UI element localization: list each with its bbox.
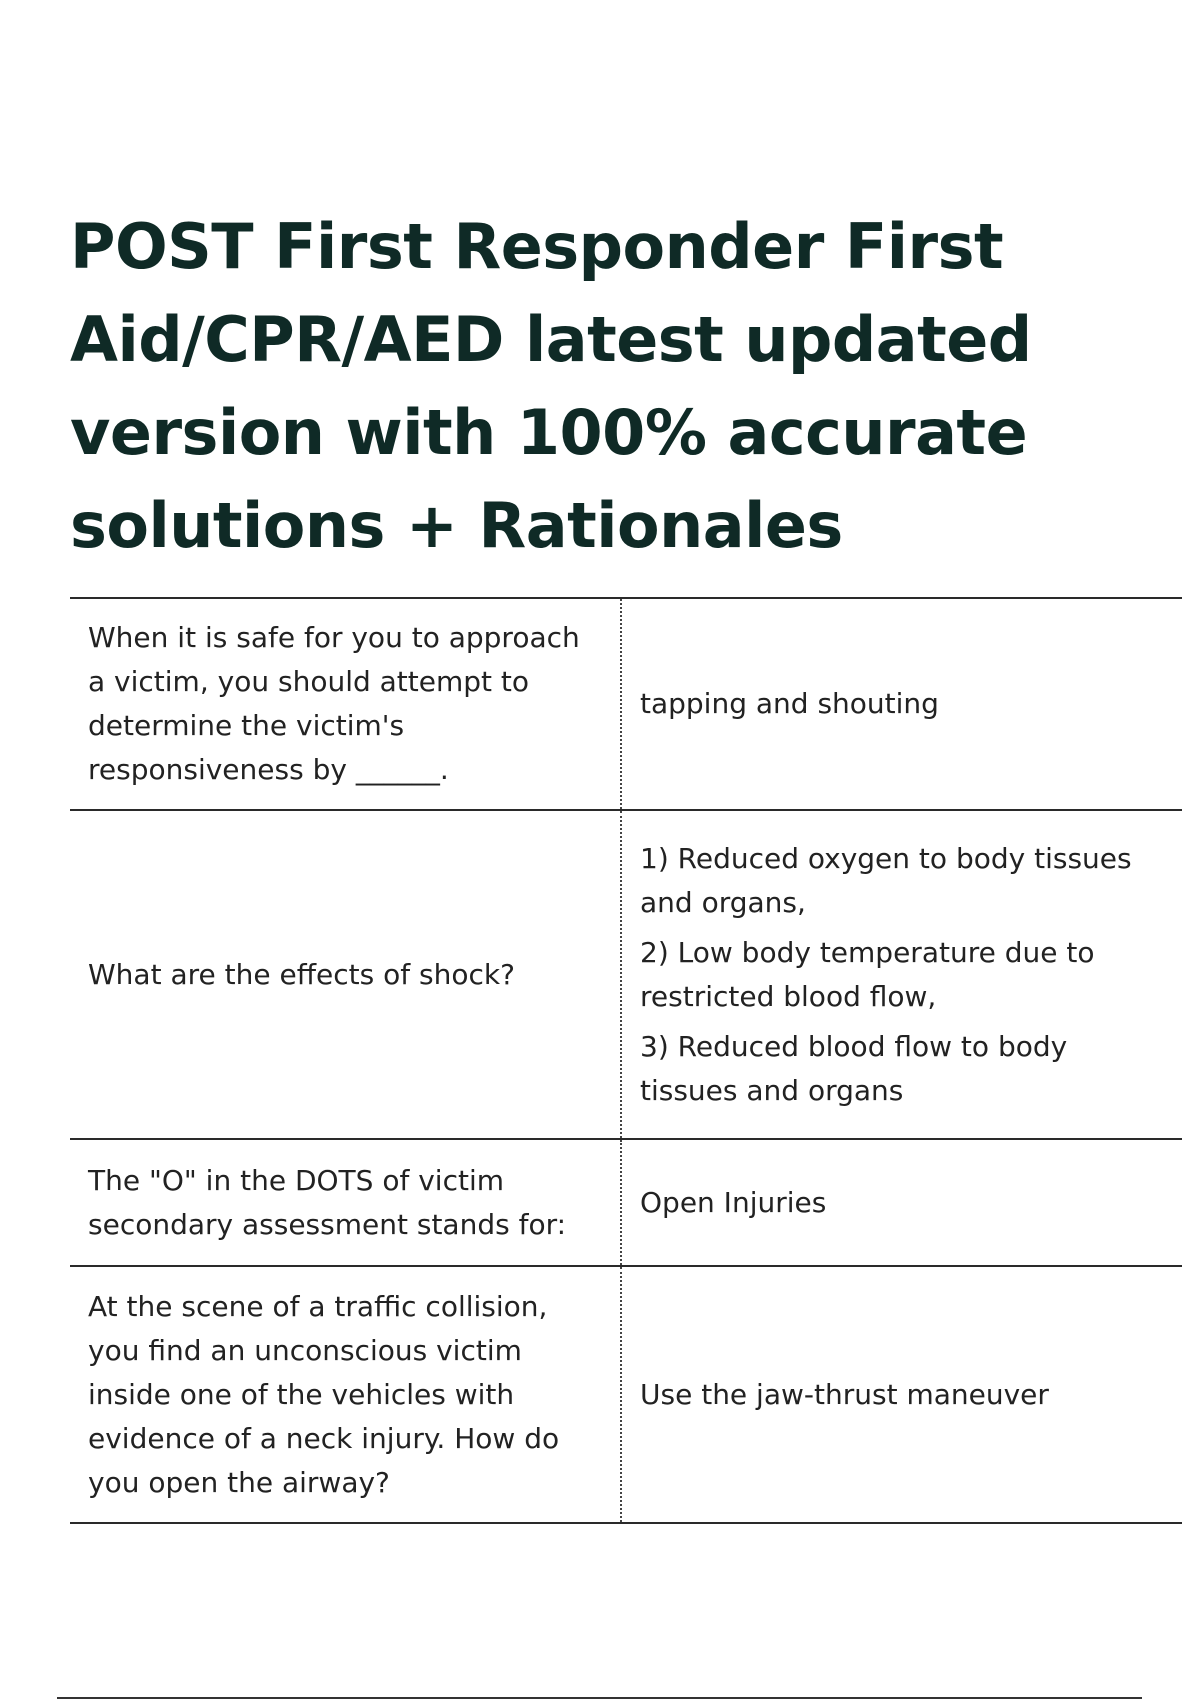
question-cell: At the scene of a traffic collision, you find an unconscious victim inside one of the vehicles with evidence of a neck injury. How do you open the airway?: [70, 1266, 621, 1523]
answer-cell: [621, 810, 1182, 1139]
document-title: POST First Responder First Aid/CPR/AED latest updated version with 100% accurate solutions + Rationales: [70, 210, 1032, 562]
answer-list-item: 2) Low body temperature due to restricted blood flow,: [640, 935, 1095, 1013]
table-row: [70, 598, 1182, 810]
table-row: [70, 1139, 1182, 1266]
table-row: [70, 810, 1182, 1139]
answer-list-item: 3) Reduced blood flow to body tissues and organs: [640, 1029, 1068, 1107]
answer-cell: Use the jaw-thrust maneuver: [621, 1266, 1182, 1523]
footer-divider: [57, 1697, 1142, 1699]
question-cell: When it is safe for you to approach a victim, you should attempt to determine the victim's responsiveness by ______.: [70, 598, 621, 810]
answer-list-item: 1) Reduced oxygen to body tissues and organs,: [640, 841, 1132, 919]
answer-cell: Open Injuries: [621, 1139, 1182, 1266]
qa-table: [70, 597, 1182, 1524]
answer-cell: tapping and shouting: [621, 598, 1182, 810]
question-cell: What are the effects of shock?: [70, 810, 621, 1139]
table-row: [70, 1266, 1182, 1523]
question-cell: The "O" in the DOTS of victim secondary assessment stands for:: [70, 1139, 621, 1266]
